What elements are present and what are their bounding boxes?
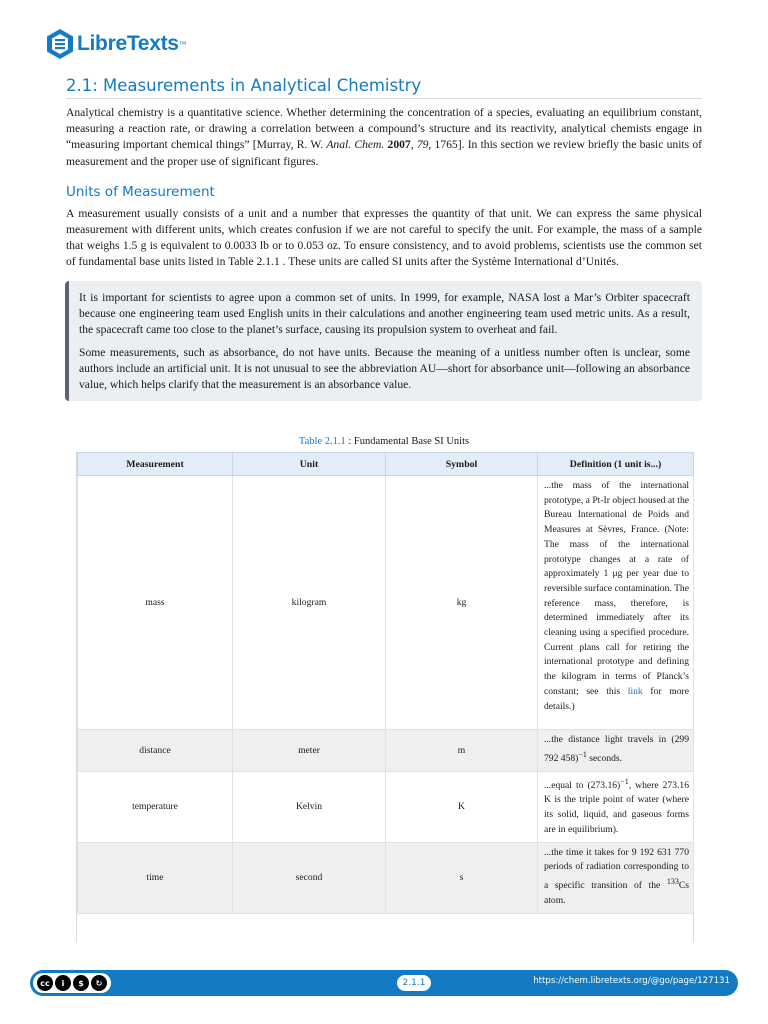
header-unit: Unit [233, 453, 386, 476]
header-measurement: Measurement [78, 453, 233, 476]
cell-unit: kilogram [233, 476, 386, 730]
cc-icon: cc [37, 975, 53, 991]
table-header-row [78, 453, 694, 476]
journal-name: Anal. Chem. [326, 138, 385, 152]
note-paragraph-1: It is important for scientists to agree upon a common set of units. In 1999, for example, NASA lost a Mar’s Orbiter spacecraft because one engineering team used English units in their calculations and another engineering team used metric units. As a result, the spacecraft came too close to the planet’s surface, causing its propulsion system to overheat and fail. [79, 290, 690, 337]
logo-trademark: ™ [178, 39, 187, 49]
cell-unit: second [233, 842, 386, 913]
units-paragraph: A measurement usually consists of a unit and a number that expresses the quantity of that unit. We can express the same physical measurement with different units, which creates confusion if we are not careful to specify the unit. For example, the mass of a sample that weighs 1.5 g is equivalent to 0.0033 lb or to 0.053 oz. To ensure consistency, and to avoid problems, scientists use the common set of fundamental base units listed in Table 2.1.1 . These units are called SI units after the Système International d’Unités. [66, 206, 702, 269]
license-badge[interactable] [33, 973, 111, 993]
si-units-table-container [76, 452, 694, 942]
page-footer [30, 970, 738, 996]
sa-icon: ↻ [91, 975, 107, 991]
note-paragraph-2: Some measurements, such as absorbance, do not have units. Because the meaning of a unitless number often is unclear, some authors include an artificial unit. It is not unusual to see the abbreviation AU—short for absorbance unit—following an absorbance value, which helps clarify that the measurement is an absorbance value. [79, 345, 690, 392]
cell-measurement: temperature [78, 771, 233, 842]
journal-volume: 79 [416, 138, 429, 152]
cell-unit: meter [233, 730, 386, 772]
cell-definition: ...equal to $(273.16)^{-1}$, where 273.16 K is the triple point of water (where its solid, liquid, and gaseous forms are in equilibrium). [538, 771, 694, 842]
cell-definition: ...the mass of the international prototype, a Pt-Ir object housed at the Bureau International de Poids and Measures at Sèvres, France. (Note: The mass of the international prototype changes at a rate of approximately 1 μg per year due to reversible surface contamination. The reference mass, therefore, is determined immediately after its cleaning using a specified procedure. Current plans call for retiring the international prototype and defining the kilogram in terms of Planck’s constant; see this link for more details.) [538, 476, 694, 730]
cell-measurement: mass [78, 476, 233, 730]
table-row [78, 842, 694, 913]
page-title: 2.1: Measurements in Analytical Chemistry [66, 76, 702, 99]
cell-definition: ...the distance light travels in (299 792 458)$^{-1}$ seconds. [538, 730, 694, 772]
definition-link[interactable]: link [627, 685, 643, 697]
cell-symbol: s [386, 842, 538, 913]
nc-icon: $ [73, 975, 89, 991]
libretexts-logo-icon[interactable] [46, 28, 74, 60]
table-row [78, 771, 694, 842]
site-header [46, 26, 187, 62]
cell-measurement: time [78, 842, 233, 913]
table-caption-text: : Fundamental Base SI Units [345, 436, 470, 447]
table-row [78, 730, 694, 772]
logo-text[interactable]: LibreTexts [77, 32, 179, 55]
journal-year: 2007 [387, 138, 411, 152]
by-icon: i [55, 975, 71, 991]
si-units-table [77, 452, 694, 914]
note-box [65, 281, 702, 402]
cell-symbol: m [386, 730, 538, 772]
page-number: 2.1.1 [397, 975, 431, 991]
table-row [78, 476, 694, 730]
header-symbol: Symbol [386, 453, 538, 476]
cell-unit: Kelvin [233, 771, 386, 842]
header-definition: Definition (1 unit is...) [538, 453, 694, 476]
intro-paragraph: Analytical chemistry is a quantitative science. Whether determining the concentration of a species, evaluating an equilibrium constant, measuring a reaction rate, or drawing a correlation between a compound’s structure and its reactivity, analytical chemists engage in “measuring important chemical things” [Murray, R. W. Anal. Chem. 2007, 79, 1765]. In this section we review briefly the basic units of measurement and the proper use of significant figures. [66, 106, 703, 168]
section-heading: Units of Measurement [66, 183, 215, 200]
cell-symbol: K [386, 771, 538, 842]
main-content [66, 76, 702, 401]
cell-definition: ...the time it takes for 9 192 631 770 periods of radiation corresponding to a specific transition of the $^{133}$Cs atom. [538, 842, 694, 913]
page-url[interactable]: https://chem.libretexts.org/@go/page/127131 [533, 976, 730, 986]
cell-measurement: distance [78, 730, 233, 772]
table-caption [66, 436, 702, 447]
table-caption-label[interactable]: Table 2.1.1 [298, 436, 346, 447]
cell-symbol: kg [386, 476, 538, 730]
